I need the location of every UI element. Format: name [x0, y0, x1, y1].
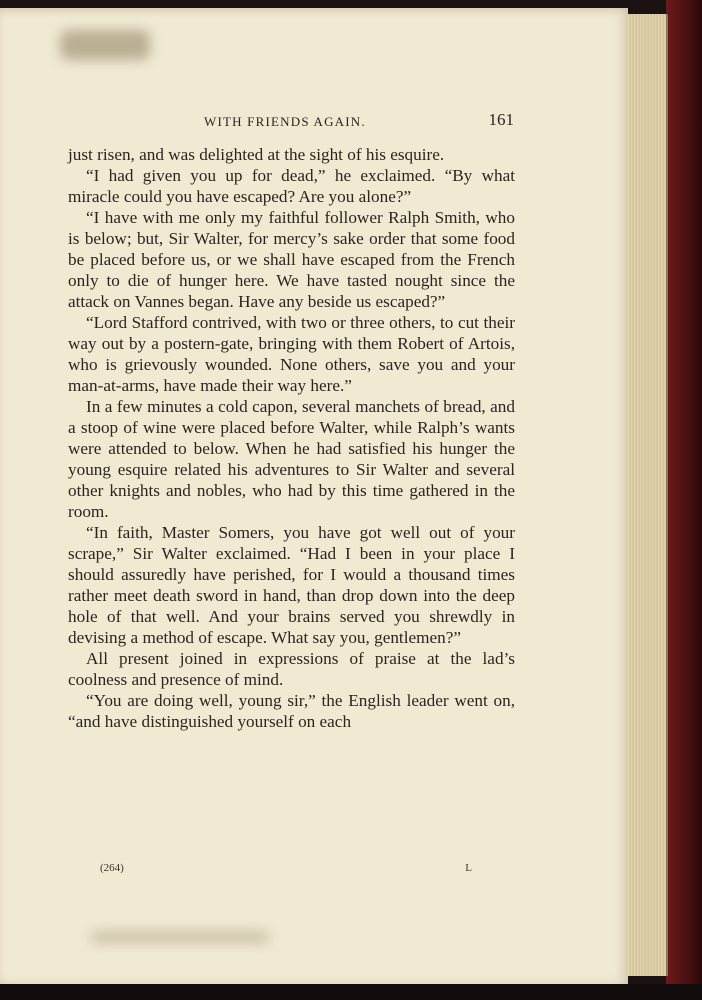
paragraph: “I had given you up for dead,” he exclaimed. “By what miracle could you have escaped? Are you alone?” — [68, 166, 515, 206]
running-title: WITH FRIENDS AGAIN. — [204, 114, 366, 129]
bottom-smudge — [90, 930, 270, 944]
book-cover — [666, 0, 702, 1000]
signature-code: (264) — [100, 862, 124, 874]
signature-letter: L — [465, 862, 472, 874]
page-bottom-shadow — [0, 984, 702, 1000]
paragraph: All present joined in expressions of praise at the lad’s coolness and presence of mind. — [68, 649, 515, 689]
page-header — [68, 112, 516, 132]
paragraph: “Lord Stafford contrived, with two or three others, to cut their way out by a postern-gate, bringing with them Robert of Artois, who is grievously wounded. None others, save you and your man-at-arms, have made their way here.” — [68, 313, 515, 395]
page-footer — [100, 862, 472, 878]
paragraph: “In faith, Master Somers, you have got well out of your scrape,” Sir Walter exclaimed. “Had I been in your place I should assuredly have perished, for I would a thousand times rather meet death sword in hand, than drop down into the deep hole of that well. And your brains served you shrewdly in devising a method of escape. What say you, gentlemen?” — [68, 523, 515, 647]
paragraph: “You are doing well, young sir,” the English leader went on, “and have distinguished yourself on each — [68, 691, 515, 731]
page-edges — [622, 14, 668, 976]
page-number: 161 — [488, 110, 514, 129]
body-text — [68, 144, 515, 732]
paragraph: just risen, and was delighted at the sight of his esquire. — [68, 145, 445, 164]
paragraph: “I have with me only my faithful follower Ralph Smith, who is below; but, Sir Walter, for mercy’s sake order that some food be placed before us, or we shall have escaped from the French only to die of hunger here. We have tasted nought since the attack on Vannes began. Have any beside us escaped?” — [68, 208, 515, 311]
paragraph: In a few minutes a cold capon, several manchets of bread, and a stoop of wine were placed before Walter, while Ralph’s wants were attended to below. When he had satisfied his hunger the young esquire related his adventures to Sir Walter and several other knights and nobles, who had by this time gathered in the room. — [68, 397, 515, 521]
top-smudge — [60, 30, 150, 60]
